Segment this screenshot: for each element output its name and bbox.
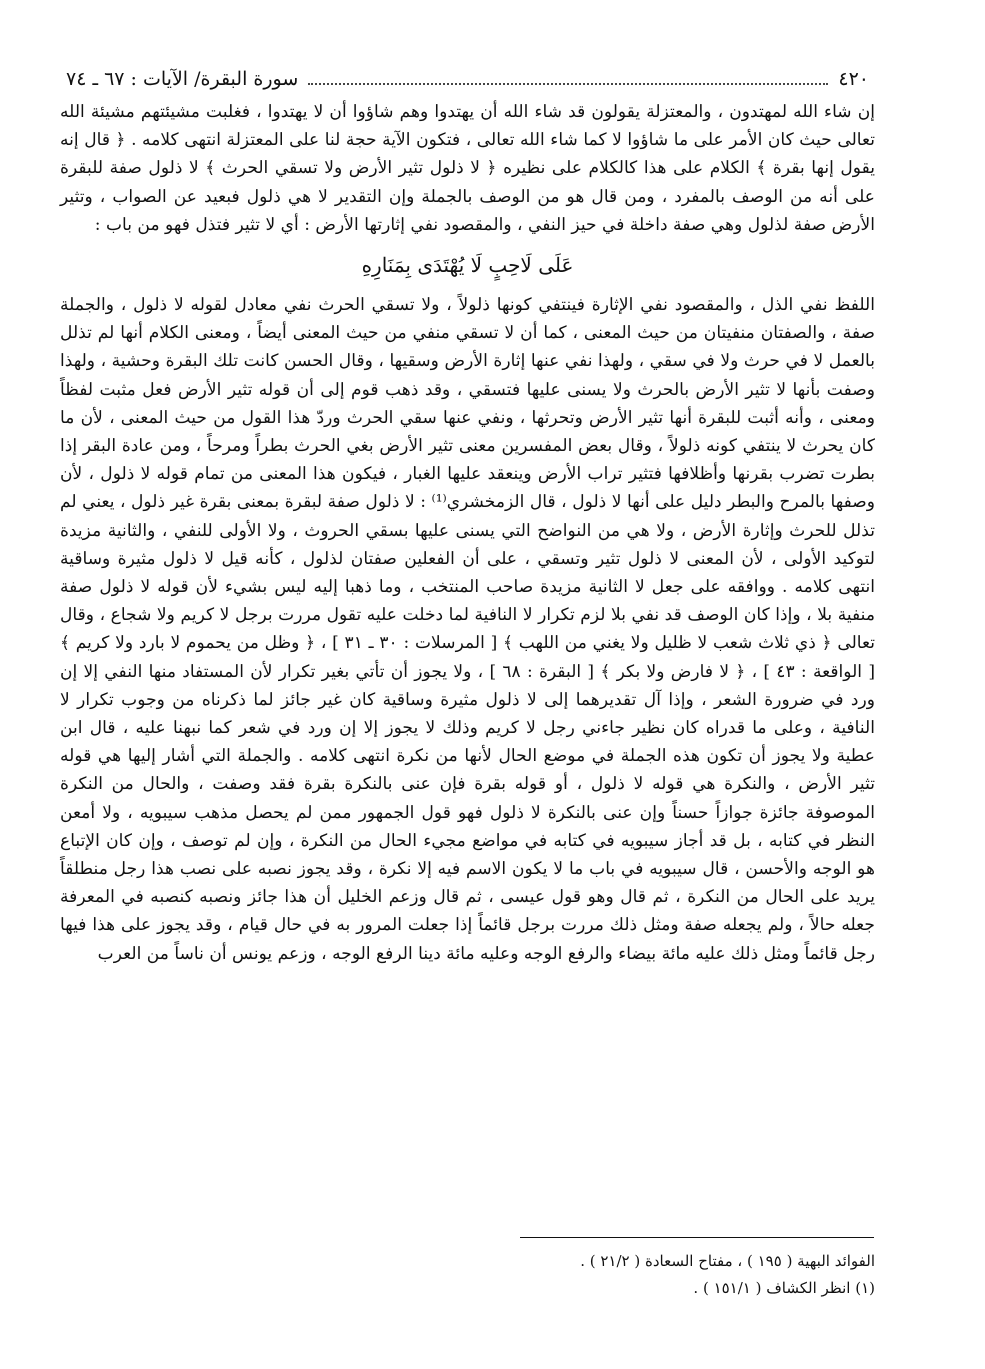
footnotes — [460, 1248, 875, 1302]
main-text — [60, 98, 875, 968]
running-title: سورة البقرة/ الآيات : ٦٧ ـ ٧٤ — [66, 68, 299, 90]
page-number: ٤٢٠ — [838, 68, 869, 90]
footnote-1: (١) انظر الكشاف ( ١٥١/١ ) . — [693, 1279, 875, 1297]
paragraph-1: إن شاء الله لمهتدون ، والمعتزلة يقولون قد شاء الله أن يهتدوا وهم شاؤوا أن لا يهتدوا ، فغلبت مشيئتهم مشيئة الله تعالى حيث كان الأمر على ما شاؤوا لا كما شاء الله تعالى ، فتكون الآية حجة لنا على المعتزلة انتهى كلامه . ﴿ قال إنه يقول إنها بقرة ﴾ الكلام على هذا كالكلام على نظيره ﴿ لا ذلول تثير الأرض ولا تسقي الحرث ﴾ لا ذلول صفة للبقرة على أنه من الوصف بالمفرد ، ومن قال هو من الوصف بالجملة وإن التقدير لا هي ذلول فبعيد عن الصواب ، وتثير الأرض صفة لذلول وهي صفة داخلة في حيز النفي ، والمقصود نفي إثارتها الأرض : أي لا تثير فتذل فهو من باب : — [60, 102, 875, 235]
header-dotted-leader — [308, 83, 828, 85]
footnote-separator — [520, 1237, 874, 1238]
paragraph-2: اللفظ نفي الذل ، والمقصود نفي الإثارة فينتفي كونها ذلولاً ، ولا تسقي الحرث نفي معادل لقوله لا ذلول ، والجملة صفة ، والصفتان منفيتان من حيث المعنى ، كما أن لا تسقي منفي من حيث المعنى أيضاً ، ومعنى الكلام أنها لم تذلل بالعمل لا في حرث ولا في سقي ، ولهذا نفي عنها إثارة الأرض وسقيها ، وقال الحسن كانت تلك البقرة وحشية ، ولهذا وصفت بأنها لا تثير الأرض بالحرث ولا يسنى عليها فتسقي ، وقد ذهب قوم إلى أن قوله تثير الأرض فعل مثبت لفظاً ومعنى ، وأنه أثبت للبقرة أنها تثير الأرض وتحرثها ، ونفي عنها سقي الحرث وردّ هذا القول من حيث المعنى ، لأن ما كان يحرث لا ينتفي كونه ذلولاً ، وقال بعض المفسرين معنى تثير الأرض بغي الحرث بطراً ومرحاً ، ومن عادة البقر إذا بطرت تضرب بقرنها وأظلافها فتثير تراب الأرض وينعقد عليها الغبار ، فيكون هذا المعنى من تمام قوله لا ذلول ، لأن وصفها بالمرح والبطر دليل على أنها لا ذلول ، قال الزمخشري⁽¹⁾ : لا ذلول صفة لبقرة بمعنى بقرة غير ذلول ، يعني لم تذلل للحرث وإثارة الأرض ، ولا هي من النواضح التي يسنى عليها بسقي الحروث ، ولا الأولى للنفي ، والثانية مزيدة لتوكيد الأولى ، لأن المعنى لا ذلول تثير وتسقي ، على أن الفعلين صفتان لذلول ، كأنه قيل لا ذلول مثيرة وساقية انتهى كلامه . ووافقه على جعل لا الثانية مزيدة صاحب المنتخب ، وما ذهبا إليه ليس بشيء لأن قوله لا ذلول صفة منفية بلا ، وإذا كان الوصف قد نفي بلا لزم تكرار لا النافية لما دخلت عليه تقول مررت برجل لا كريم ولا شجاع ، وقال تعالى ﴿ ذي ثلاث شعب لا ظليل ولا يغني من اللهب ﴾ [ المرسلات : ٣٠ ـ ٣١ ] ، ﴿ وظل من يحموم لا بارد ولا كريم ﴾ [ الواقعة : ٤٣ ] ، ﴿ لا فارض ولا بكر ﴾ [ البقرة : ٦٨ ] ، ولا يجوز أن تأتي بغير تكرار لأن المستفاد منها النفي إلا إن ورد في ضرورة الشعر ، وإذا آل تقديرهما إلى لا ذلول مثيرة وساقية كان غير جائز لما ذكرناه من وجوب تكرار لا النافية ، وعلى ما قدراه كان نظير جاءني رجل لا كريم وذلك لا يجوز إلا إن ورد في شعر كما نبهنا عليه ، قال ابن عطية ولا يجوز أن تكون هذه الجملة في موضع الحال لأنها من نكرة انتهى كلامه . والجملة التي أشار إليها هي قوله تثير الأرض ، والنكرة هي قوله لا ذلول ، أو قوله بقرة فإن عنى بالنكرة بقرة فقد وصفت ، والحال من النكرة الموصوفة جائزة جوازاً حسناً وإن عنى بالنكرة لا ذلول فهو قول الجمهور ممن لم يحصل مذهب سيبويه ، ولا أمعن النظر في كتابه ، بل قد أجاز سيبويه في كتابه في مواضع مجيء الحال من النكرة ، وإن لم توصف ، وإن كان الإتباع هو الوجه والأحسن ، قال سيبويه في باب ما لا يكون الاسم فيه إلا نكرة ، وقد يجوز نصبه على نصب هذا رجل منطلقاً يريد على الحال من النكرة ، ثم قال وهو قول عيسى ، ثم قال وزعم الخليل أن هذا جائز ونصبه كنصبه في المعرفة جعله حالاً ، ولم يجعله صفة ومثل ذلك مررت برجل قائماً إذا جعلت المرور به في حال قيام ، وقد يجوز على هذا فيها رجل قائماً ومثل ذلك عليه مائة بيضاء والرفع الوجه وعليه مائة دينا الرفع الوجه ، وزعم يونس أن ناساً من العرب — [60, 295, 875, 964]
book-page — [60, 68, 875, 968]
poetry-verse: عَلَى لَاحِبٍ لَا يُهْتَدَى بِمَنَارِهِ — [361, 253, 574, 278]
footnote-unnumbered: الفوائد البهية ( ١٩٥ ) ، مفتاح السعادة ( ٢١/٢ ) . — [580, 1252, 875, 1270]
running-header — [60, 68, 875, 98]
